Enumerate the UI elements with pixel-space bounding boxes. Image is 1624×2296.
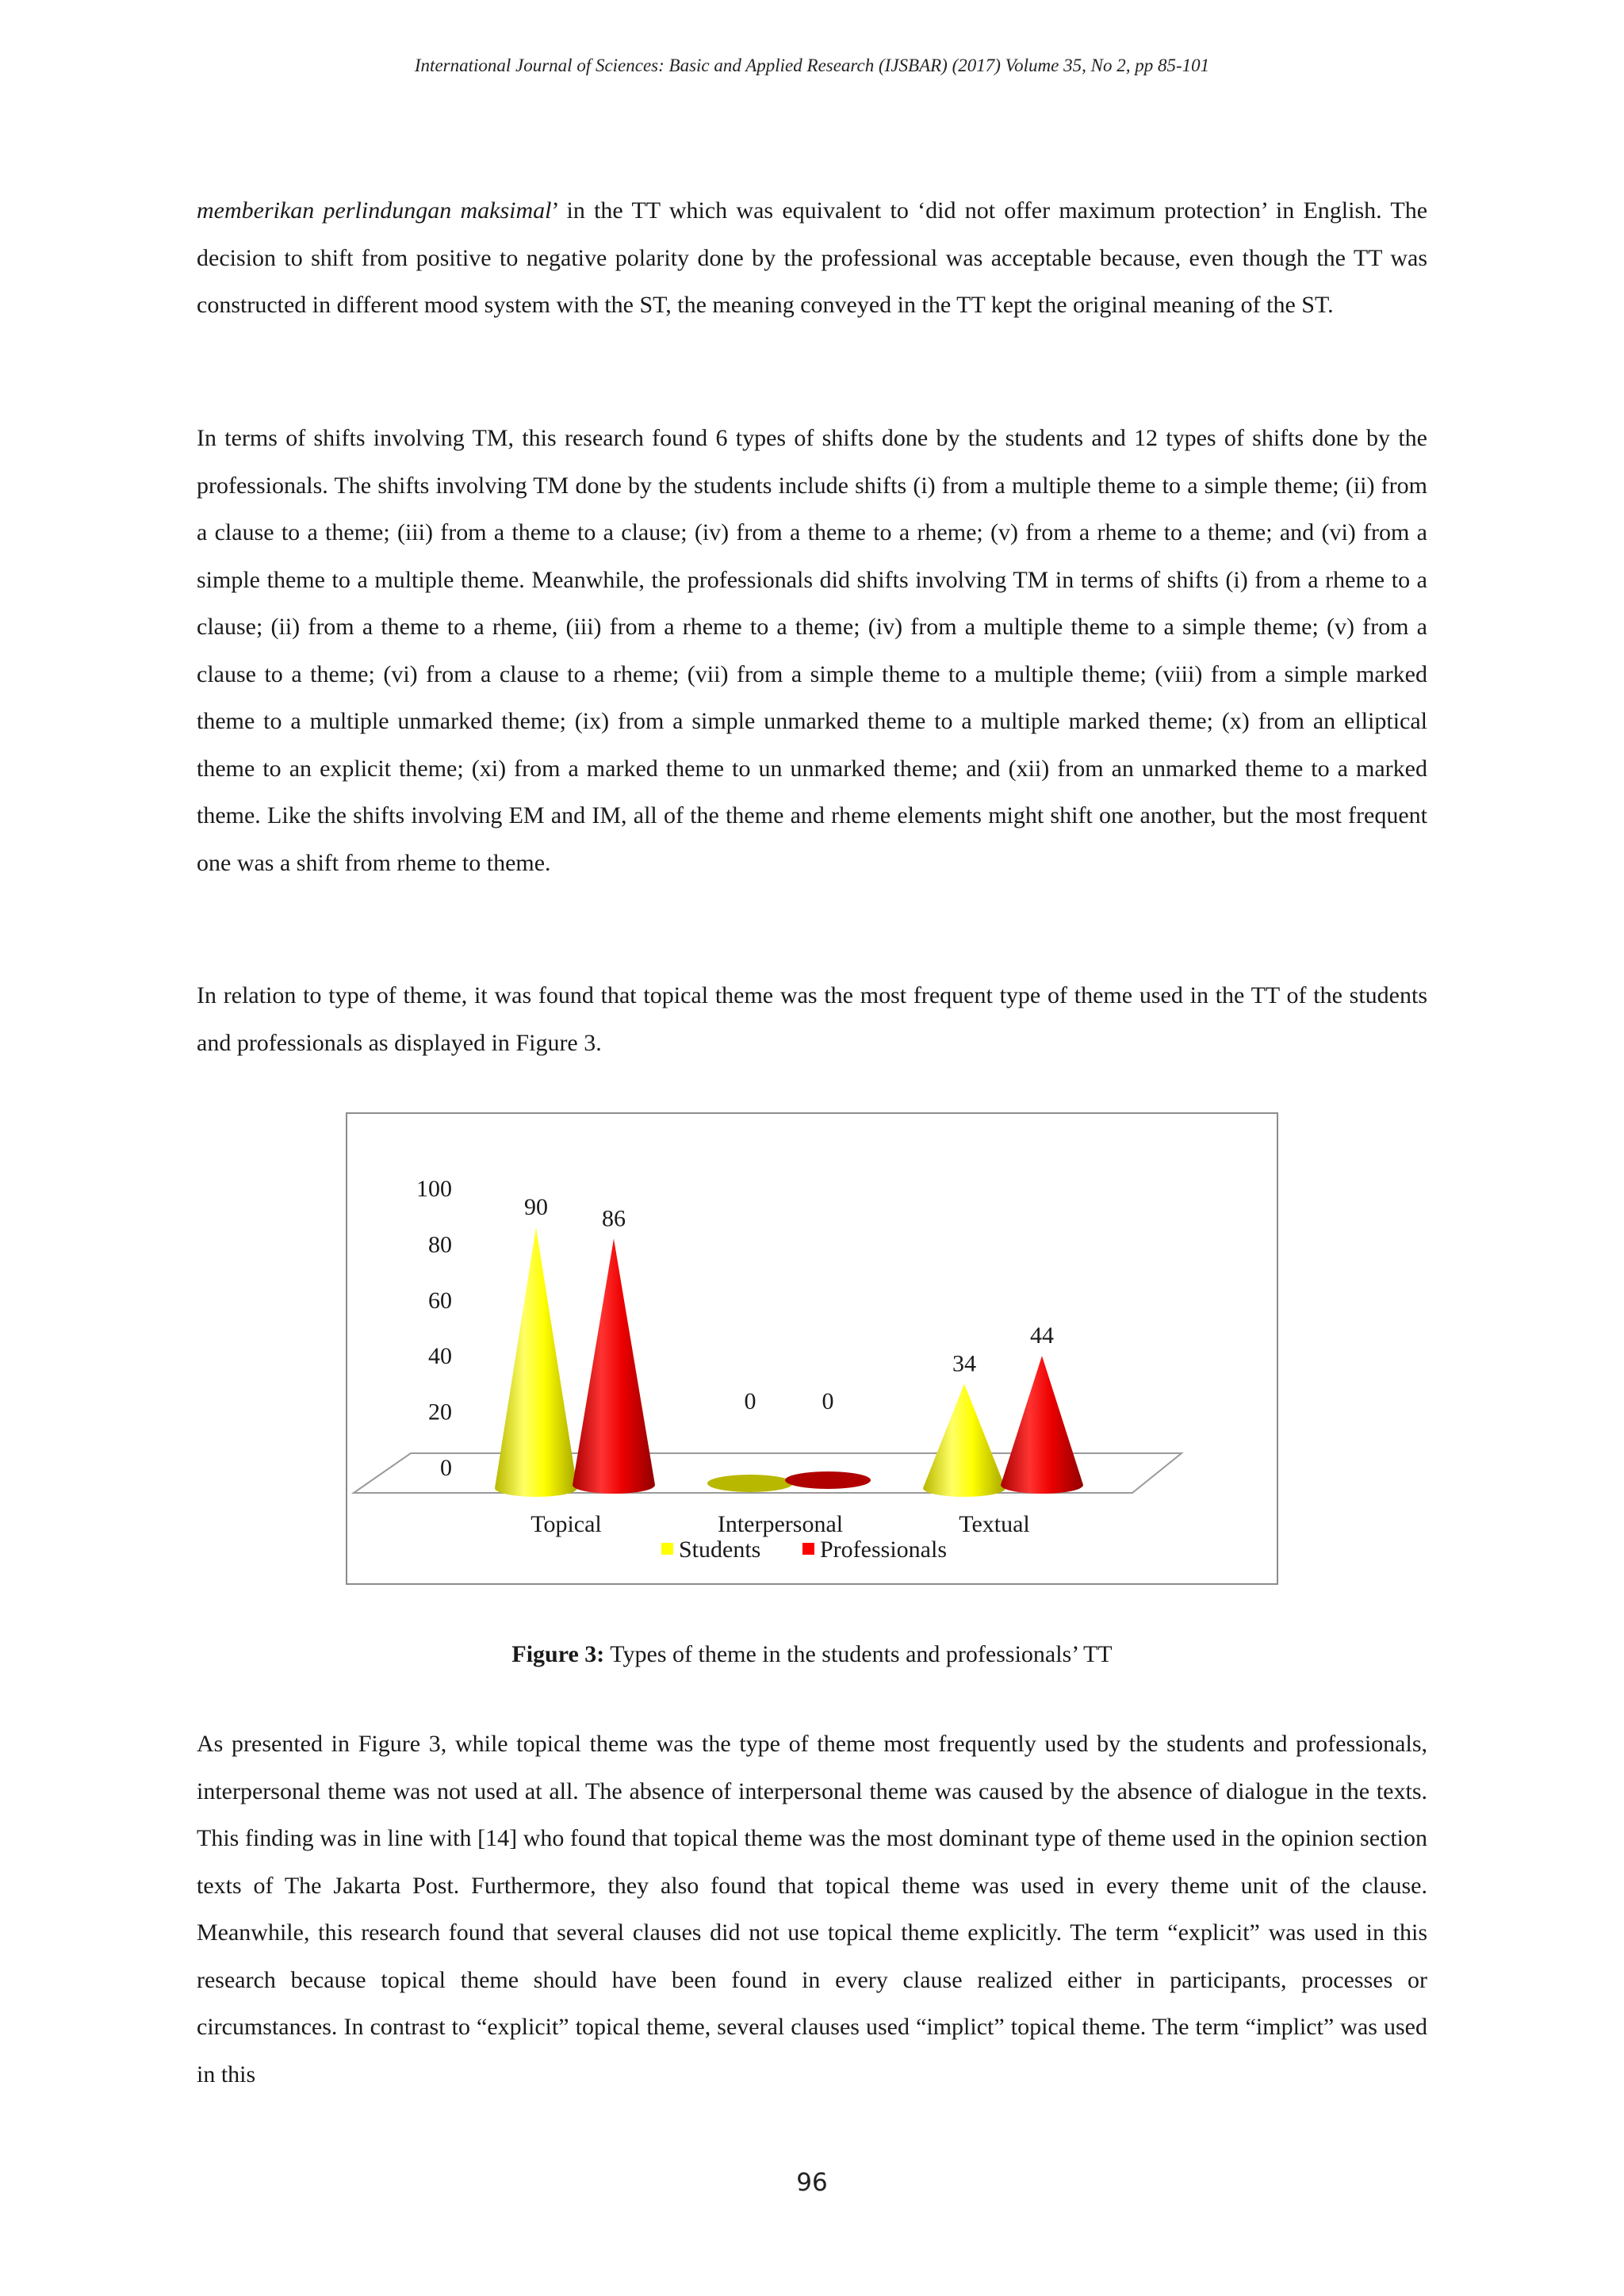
paragraph-3-text: In relation to type of theme, it was found that topical theme was the most frequent type of theme used in the TT of the students and professionals as displayed in Figure 3. <box>197 982 1427 1056</box>
data-label: 0 <box>822 1388 834 1414</box>
y-tick-label: 40 <box>428 1343 452 1370</box>
data-label: 34 <box>952 1350 976 1377</box>
italic-phrase: memberikan perlindungan maksimal <box>197 197 552 224</box>
page-number: 96 <box>796 2168 828 2197</box>
figure-3-chart <box>346 1112 1278 1585</box>
y-tick-label: 60 <box>428 1287 452 1314</box>
paragraph-1-text: ’ in the TT which was equivalent to ‘did not offer maximum protection’ in English. The decision to shift from positive to negative polarity done by the professional was acceptable because, even though the TT was constructed in different mood system with the ST, the meaning conveyed in the TT kept the original meaning of the ST. <box>197 197 1428 318</box>
chart-svg <box>347 1114 1277 1583</box>
legend-label-professionals: Professionals <box>820 1536 947 1563</box>
x-category-label: Interpersonal <box>717 1511 844 1537</box>
paragraph-4-text: As presented in Figure 3, while topical theme was the type of theme most frequently used by the students and professionals, interpersonal theme was not used at all. The absence of interpersonal theme was caused by the absence of dialogue in the texts. This finding was in line with [14] who found that topical theme was the most dominant type of theme used in the opinion section texts of The Jakarta Post. Furthermore, they also found that topical theme was used in every theme unit of the clause. Meanwhile, this research found that several clauses did not use topical theme explicitly. The term “explicit” was used in this research because topical theme should have been found in every clause realized either in participants, processes or circumstances. In contrast to “explicit” topical theme, several clauses used “implict” topical theme. The term “implict” was used in this <box>197 1731 1427 2087</box>
cone-students-interpersonal <box>707 1475 793 1492</box>
data-label: 86 <box>602 1205 626 1232</box>
y-tick-label: 20 <box>428 1399 452 1425</box>
caption-text: Types of theme in the students and professionals’ TT <box>604 1641 1113 1667</box>
figure-caption <box>0 1641 1624 1668</box>
y-tick-label: 80 <box>428 1231 452 1258</box>
cone-students-topical <box>495 1227 577 1497</box>
data-label: 44 <box>1030 1322 1054 1349</box>
caption-label: Figure 3: <box>511 1641 605 1667</box>
paragraph-4 <box>197 1720 1427 2098</box>
paragraph-2 <box>197 415 1427 886</box>
paragraph-2-text: In terms of shifts involving TM, this research found 6 types of shifts done by the students and 12 types of shifts done by the professionals. The shifts involving TM done by the students include shifts (i) from a multiple theme to a simple theme; (ii) from a clause to a theme; (iii) from a theme to a clause; (iv) from a theme to a rheme; (v) from a rheme to a theme; and (vi) from a simple theme to a multiple theme. Meanwhile, the professionals did shifts involving TM in terms of shifts (i) from a rheme to a clause; (ii) from a theme to a rheme, (iii) from a rheme to a theme; (iv) from a multiple theme to a simple theme; (v) from a clause to a theme; (vi) from a clause to a rheme; (vii) from a simple theme to a multiple theme; (viii) from a simple marked theme to a multiple unmarked theme; (ix) from a simple unmarked theme to a multiple marked theme; (x) from an elliptical theme to an explicit theme; (xi) from a marked theme to un unmarked theme; and (xii) from an unmarked theme to a marked theme. Like the shifts involving EM and IM, all of the theme and rheme elements might shift one another, but the most frequent one was a shift from rheme to theme. <box>197 425 1427 876</box>
data-label: 90 <box>524 1194 548 1221</box>
cone-professionals-interpersonal <box>785 1471 871 1489</box>
legend-swatch-professionals <box>802 1543 814 1555</box>
x-category-label: Textual <box>959 1511 1030 1537</box>
legend-swatch-students <box>661 1543 673 1555</box>
running-header: International Journal of Sciences: Basic and Applied Research (IJSBAR) (2017) Volume 35, No 2, pp 85-101 <box>414 55 1210 75</box>
paragraph-1 <box>197 187 1427 329</box>
paragraph-3 <box>197 972 1427 1066</box>
x-category-label: Topical <box>530 1511 602 1537</box>
cone-professionals-topical <box>573 1238 655 1494</box>
cone-professionals-textual <box>1001 1356 1083 1494</box>
y-tick-label: 100 <box>416 1176 452 1202</box>
y-tick-label: 0 <box>440 1455 452 1481</box>
legend-label-students: Students <box>679 1536 761 1563</box>
cone-students-textual <box>923 1383 1005 1497</box>
data-label: 0 <box>744 1388 756 1414</box>
